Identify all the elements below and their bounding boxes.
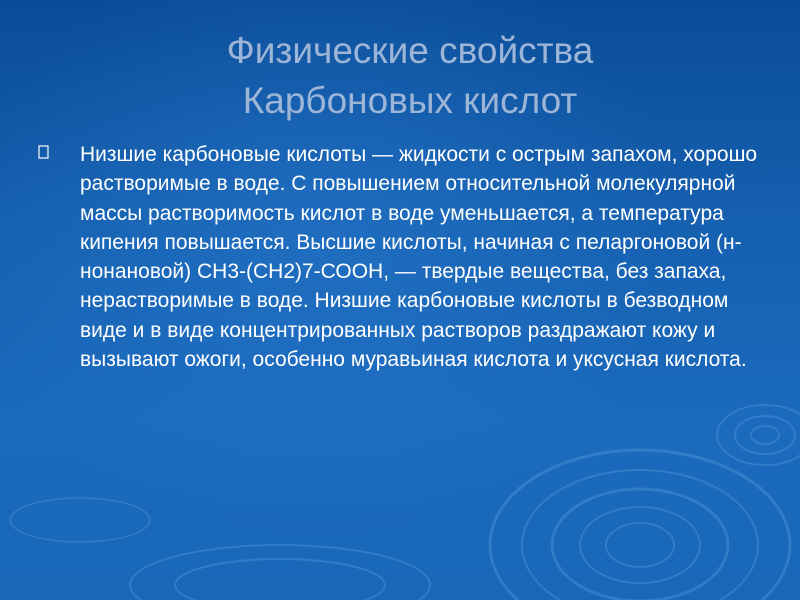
bullet-text: Низшие карбоновые кислоты — жидкости с острым запахом, хорошо растворимые в воде. С повышением относительной молекулярной массы растворимость кислот в воде уменьшается, а температура кипения повышается. Высшие кислоты, начиная с пеларгоновой (н-нонановой) СН3-(СН2)7-СООН, — твердые вещества, без запаха, нерастворимые в воде. Низшие карбоновые кислоты в безводном виде и в виде концентрированных растворов раздражают кожу и вызывают ожоги, особенно муравьиная кислота и уксусная кислота. [80, 143, 758, 372]
bullet-square-icon [38, 145, 52, 161]
slide-title-line-1: Физические свойства [226, 30, 594, 71]
slide-title-line-2: Карбоновых кислот [242, 80, 578, 121]
slide-title [100, 26, 720, 126]
